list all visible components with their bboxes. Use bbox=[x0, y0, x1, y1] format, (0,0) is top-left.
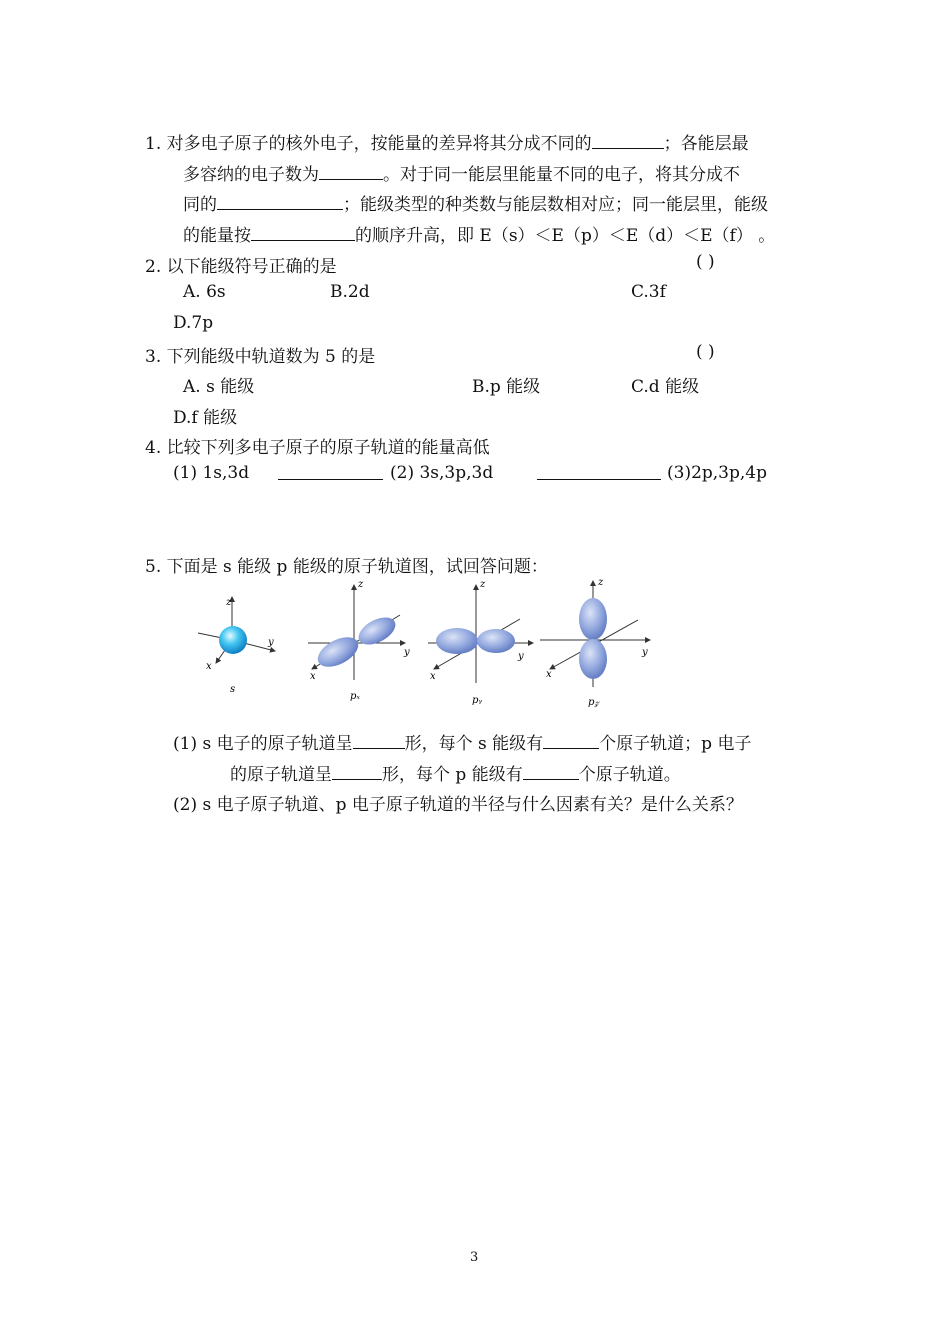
pz-orbital-diagram bbox=[540, 577, 650, 708]
axis-label-x: x bbox=[546, 669, 552, 680]
axis-label-y: y bbox=[404, 647, 410, 658]
q2-option-a[interactable]: A. 6s bbox=[183, 282, 226, 302]
q5-text: 个原子轨道；p 电子 bbox=[599, 734, 752, 754]
q5-text: 个原子轨道。 bbox=[578, 765, 681, 785]
q2-stem: 2. 以下能级符号正确的是 bbox=[145, 257, 337, 277]
q1-line4 bbox=[183, 221, 775, 246]
q2-answer-paren[interactable]: ( ) bbox=[696, 252, 715, 272]
q2-option-b[interactable]: B.2d bbox=[330, 282, 370, 302]
q4-part1: (1) 1s,3d bbox=[173, 463, 250, 483]
q1-text: ；各能层最 bbox=[663, 134, 749, 154]
q2-option-c[interactable]: C.3f bbox=[631, 282, 666, 302]
q5-stem: 5. 下面是 s 能级 p 能级的原子轨道图，试回答问题： bbox=[145, 557, 548, 577]
axis-label-x: x bbox=[310, 671, 316, 682]
caption-px: pₓ bbox=[350, 691, 360, 702]
q2-option-d[interactable]: D.7p bbox=[173, 313, 214, 333]
q1-text: 的顺序升高，即 E（s）＜E（p）＜E（d）＜E（f） 。 bbox=[355, 226, 776, 246]
axis-label-z: z bbox=[598, 577, 604, 588]
q3-option-c[interactable]: C.d 能级 bbox=[631, 377, 700, 397]
axis-label-y: y bbox=[268, 637, 274, 648]
answer-blank[interactable] bbox=[251, 224, 355, 241]
answer-blank[interactable] bbox=[217, 193, 343, 210]
caption-s: s bbox=[230, 684, 236, 695]
q1-text: 的能量按 bbox=[183, 226, 251, 246]
q5-sub2: (2) s 电子原子轨道、p 电子原子轨道的半径与什么因素有关？是什么关系？ bbox=[173, 795, 743, 815]
answer-blank[interactable] bbox=[592, 132, 664, 149]
answer-blank[interactable] bbox=[278, 463, 383, 480]
q3-option-d[interactable]: D.f 能级 bbox=[173, 408, 238, 428]
q3-option-b[interactable]: B.p 能级 bbox=[472, 377, 541, 397]
answer-blank[interactable] bbox=[523, 763, 579, 780]
q1-text: 同的 bbox=[183, 195, 217, 215]
q4-part2: (2) 3s,3p,3d bbox=[390, 463, 494, 483]
axis-label-x: x bbox=[430, 671, 436, 682]
px-orbital-diagram bbox=[308, 579, 410, 702]
answer-blank[interactable] bbox=[537, 463, 661, 480]
axis-label-y: y bbox=[518, 651, 524, 662]
axis-label-z: z bbox=[358, 579, 364, 590]
axis-label-y: y bbox=[642, 647, 648, 658]
answer-blank[interactable] bbox=[353, 732, 405, 749]
q5-sub1-line2 bbox=[230, 760, 681, 785]
q4-stem: 4. 比较下列多电子原子的原子轨道的能量高低 bbox=[145, 438, 490, 458]
caption-py: pᵧ bbox=[472, 695, 483, 706]
q5-text: 的原子轨道呈 bbox=[230, 765, 332, 785]
q3-answer-paren[interactable]: ( ) bbox=[696, 342, 715, 362]
answer-blank[interactable] bbox=[332, 763, 382, 780]
py-orbital-diagram bbox=[428, 579, 533, 706]
answer-blank[interactable] bbox=[543, 732, 599, 749]
axis-label-z: z bbox=[226, 597, 232, 608]
q4-part3: (3)2p,3p,4p bbox=[667, 463, 767, 483]
q1-line2 bbox=[183, 160, 740, 185]
q1-line1 bbox=[145, 129, 749, 154]
axis-label-z: z bbox=[480, 579, 486, 590]
q1-text: 多容纳的电子数为 bbox=[183, 165, 319, 185]
q1-text: 1. 对多电子原子的核外电子，按能量的差异将其分成不同的 bbox=[145, 134, 592, 154]
orbital-figure bbox=[190, 575, 660, 715]
q3-stem: 3. 下列能级中轨道数为 5 的是 bbox=[145, 347, 376, 367]
page-number: 3 bbox=[470, 1250, 479, 1265]
q1-line3 bbox=[183, 190, 768, 215]
q5-sub1-line1 bbox=[173, 729, 751, 754]
q5-text: 形，每个 s 能级有 bbox=[404, 734, 544, 754]
q1-text: 。对于同一能层里能量不同的电子，将其分成不 bbox=[383, 165, 740, 185]
s-orbital-diagram bbox=[198, 597, 275, 695]
q1-text: ；能级类型的种类数与能层数相对应；同一能层里，能级 bbox=[343, 195, 768, 215]
caption-pz: p𝓏 bbox=[588, 697, 600, 708]
q3-option-a[interactable]: A. s 能级 bbox=[183, 377, 255, 397]
answer-blank[interactable] bbox=[319, 163, 383, 180]
q5-text: (1) s 电子的原子轨道呈 bbox=[173, 734, 353, 754]
q5-text: 形，每个 p 能级有 bbox=[382, 765, 523, 785]
axis-label-x: x bbox=[206, 661, 212, 672]
